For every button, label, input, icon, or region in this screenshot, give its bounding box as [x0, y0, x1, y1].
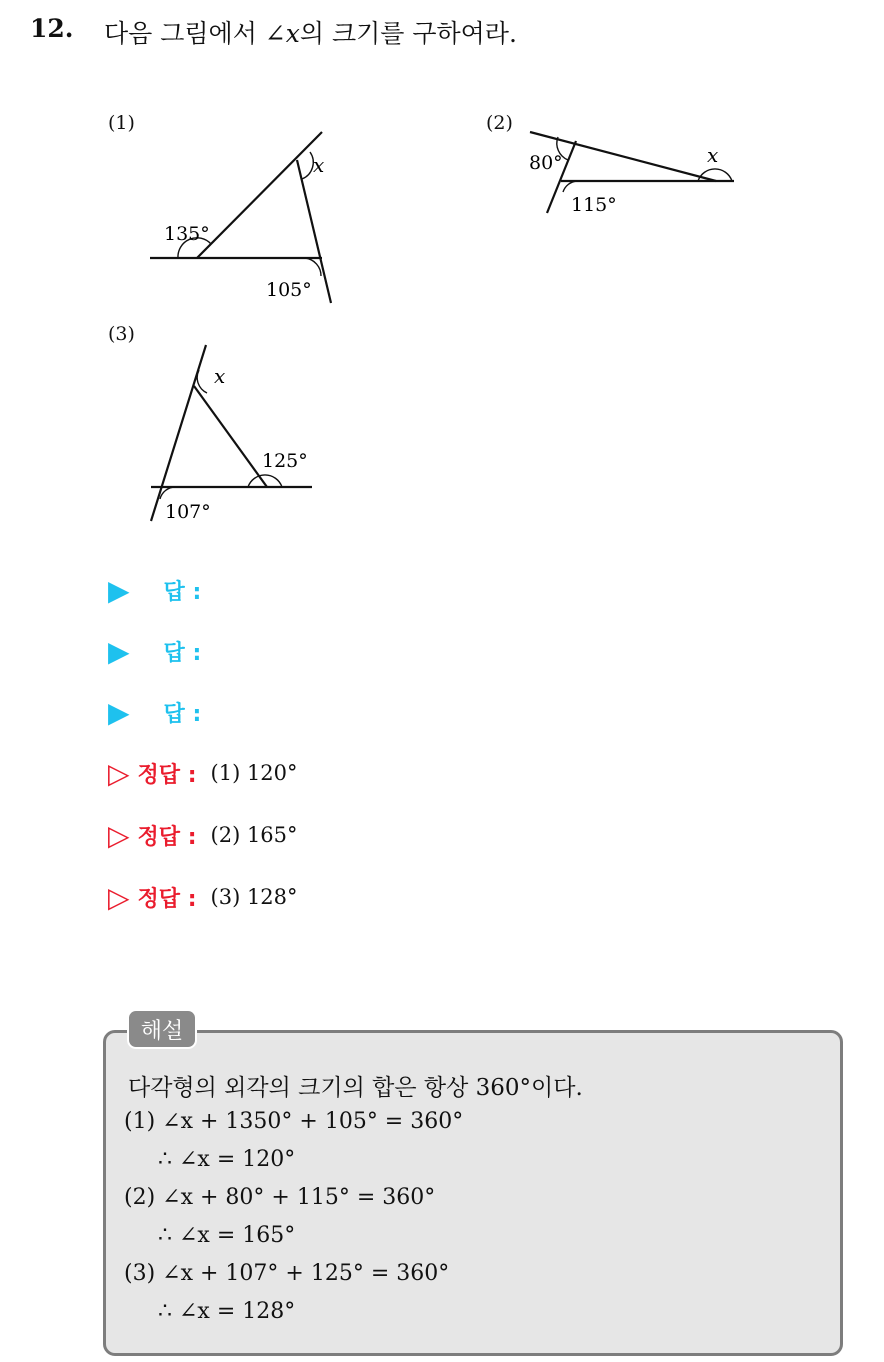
correct-answer-row-2 [108, 819, 298, 851]
figure-3-arc-107 [160, 487, 175, 499]
answer-marker-icon: ▶ [108, 573, 130, 607]
answer-label: 답 : [163, 640, 202, 666]
question-var: x [285, 19, 300, 48]
figure-2-angle-115: 115° [571, 194, 617, 216]
answer-label: 답 : [163, 579, 202, 605]
figure-2-x: x [707, 143, 719, 167]
solution-line-7: ∴ ∠x = 128° [158, 1299, 296, 1324]
figure-2-arc-x [698, 169, 732, 181]
solution-tab: 해설 [127, 1009, 197, 1049]
correct-value: (3) 128° [210, 885, 298, 909]
correct-label: 정답 : [137, 824, 197, 850]
figure-1-x: x [313, 153, 325, 177]
figure-1-arc-105 [305, 258, 321, 276]
solution-line-1: 다각형의 외각의 크기의 합은 항상 360°이다. [128, 1075, 583, 1101]
answer-row-1[interactable] [108, 574, 201, 606]
figures-svg [0, 0, 884, 540]
figure-3-angle-107: 107° [165, 501, 211, 523]
question-number: 12. [30, 14, 74, 43]
correct-marker-icon: ▷ [108, 756, 130, 790]
question-text-before: 다음 그림에서 ∠ [104, 19, 286, 48]
figure-1-arc-x [302, 152, 313, 179]
figure-1-label: (1) [108, 112, 135, 134]
solution-line-3: ∴ ∠x = 120° [158, 1147, 296, 1172]
figure-1-angle-135: 135° [164, 223, 210, 245]
question-text-after: 의 크기를 구하여라. [299, 19, 517, 48]
correct-answer-row-3 [108, 881, 298, 913]
correct-answer-row-1 [108, 757, 298, 789]
correct-value: (1) 120° [210, 761, 298, 785]
figure-1 [150, 132, 331, 303]
solution-line-4: (2) ∠x + 80° + 115° = 360° [124, 1185, 436, 1210]
answer-row-2[interactable] [108, 635, 201, 667]
correct-label: 정답 : [137, 886, 197, 912]
figure-3-arc-x [197, 370, 207, 393]
figure-3-right-line [194, 386, 267, 487]
solution-line-2: (1) ∠x + 1350° + 105° = 360° [124, 1109, 464, 1134]
figure-3-angle-125: 125° [262, 450, 308, 472]
correct-marker-icon: ▷ [108, 818, 130, 852]
figure-3-x: x [214, 364, 226, 388]
correct-value: (2) 165° [210, 823, 298, 847]
figure-3 [151, 345, 312, 521]
figure-2-arc-115 [563, 181, 577, 192]
correct-marker-icon: ▷ [108, 880, 130, 914]
answer-label: 답 : [163, 701, 202, 727]
figure-2-label: (2) [486, 112, 513, 134]
figure-1-left-line [197, 132, 325, 258]
solution-line-5: ∴ ∠x = 165° [158, 1223, 296, 1248]
correct-label: 정답 : [137, 762, 197, 788]
solution-line-6: (3) ∠x + 107° + 125° = 360° [124, 1261, 450, 1286]
answer-row-3[interactable] [108, 696, 201, 728]
answer-marker-icon: ▶ [108, 634, 130, 668]
solution-box [103, 1030, 843, 1356]
figure-1-angle-105: 105° [266, 279, 312, 301]
figure-2-angle-80: 80° [529, 152, 563, 174]
answer-marker-icon: ▶ [108, 695, 130, 729]
figure-3-label: (3) [108, 323, 135, 345]
